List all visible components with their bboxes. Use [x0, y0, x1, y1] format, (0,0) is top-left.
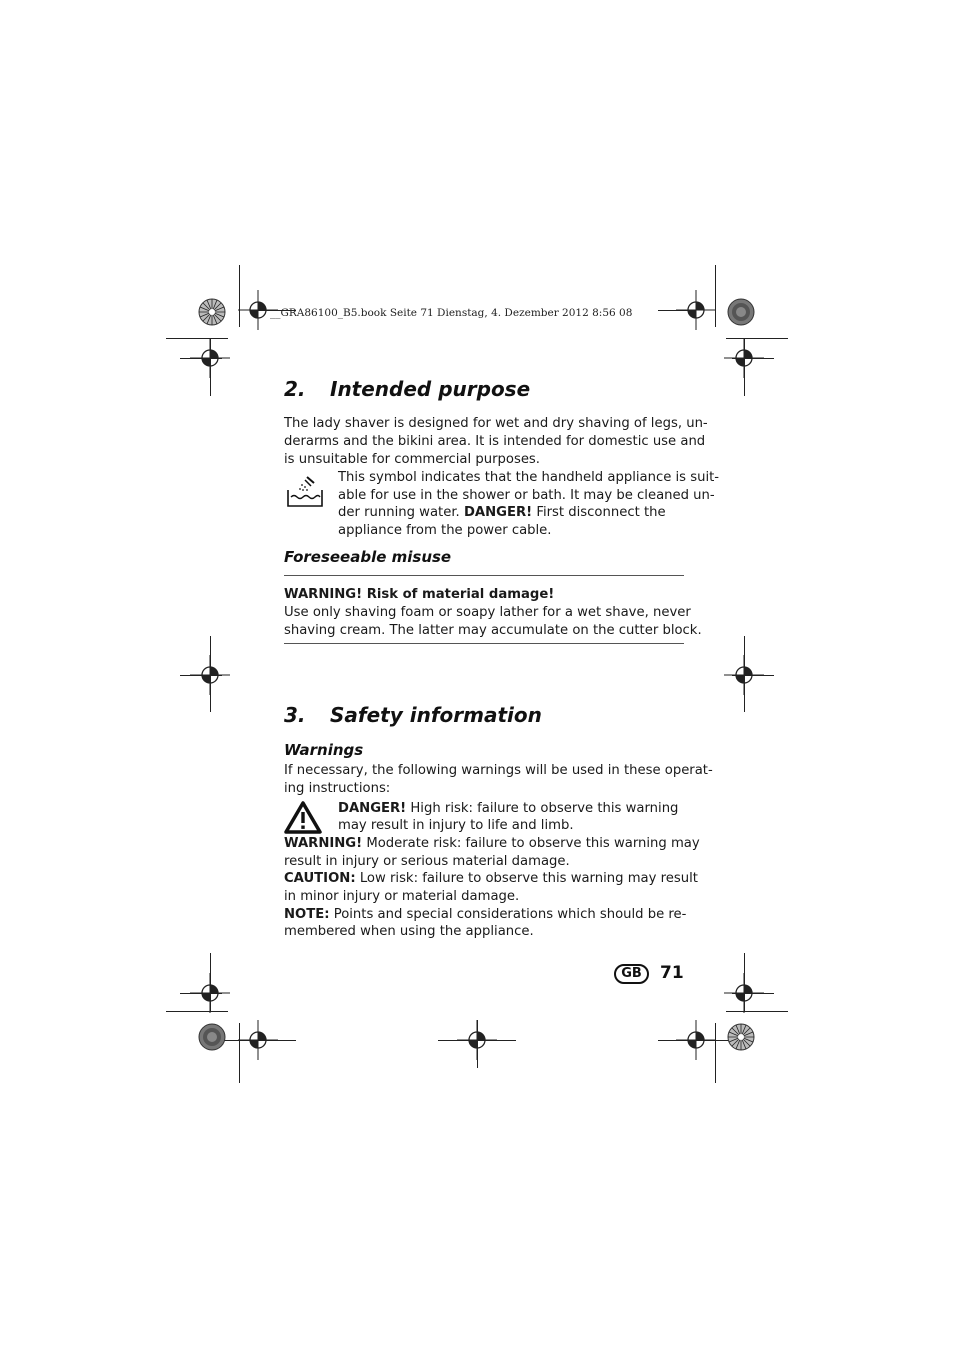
text-run: der running water. — [338, 505, 464, 520]
text-run: Low risk: failure to observe this warning may result — [355, 871, 698, 886]
paragraph-line: The lady shaver is designed for wet and dry shaving of legs, un- — [284, 416, 708, 431]
symbol-text-line: appliance from the power cable. — [338, 523, 552, 538]
section-2-heading — [284, 377, 530, 401]
caution-label: CAUTION: — [284, 871, 356, 886]
danger-line: may result in injury to life and limb. — [338, 818, 574, 833]
crop-mark — [210, 953, 211, 1011]
paragraph-line: is unsuitable for commercial purposes. — [284, 452, 540, 467]
crop-mark — [744, 953, 745, 1011]
crop-mark — [658, 1040, 736, 1041]
crop-mark — [732, 675, 774, 676]
text-run: First disconnect the — [532, 505, 666, 520]
note-label: NOTE: — [284, 907, 330, 922]
crop-mark — [180, 358, 222, 359]
section-title: Intended purpose — [330, 377, 531, 401]
color-wheel-icon — [727, 298, 755, 326]
divider — [284, 575, 684, 576]
symbol-text-line — [338, 504, 666, 522]
crop-mark — [477, 1020, 478, 1068]
foreseeable-misuse-heading: Foreseeable misuse — [284, 548, 452, 566]
country-badge: GB — [614, 964, 649, 984]
warning-line: Use only shaving foam or soapy lather for a wet shave, never — [284, 605, 691, 620]
paragraph-line: ing instructions: — [284, 781, 391, 796]
crop-mark — [210, 636, 211, 712]
section-number: 2. — [284, 377, 306, 401]
warning-line: result in injury or serious material damage. — [284, 854, 570, 869]
crop-mark — [732, 358, 774, 359]
danger-line — [338, 800, 678, 818]
section-number: 3. — [284, 703, 306, 727]
danger-label: DANGER! — [338, 801, 407, 816]
warnings-heading: Warnings — [284, 741, 364, 759]
section-3-heading — [284, 703, 542, 727]
warning-triangle-icon — [283, 800, 323, 835]
symbol-text-line: This symbol indicates that the handheld appliance is suit- — [338, 470, 720, 485]
color-wheel-icon — [198, 1023, 226, 1051]
paragraph-line: If necessary, the following warnings will be used in these operat- — [284, 763, 713, 778]
text-run: Points and special considerations which should be re- — [329, 907, 687, 922]
crop-mark — [180, 993, 222, 994]
caution-line — [284, 870, 698, 888]
crop-mark — [210, 338, 211, 396]
crop-mark — [744, 338, 745, 396]
crop-mark — [658, 310, 696, 311]
warning-label: WARNING! — [284, 836, 363, 851]
crop-mark — [180, 675, 222, 676]
print-header-slug: __GRA86100_B5.book Seite 71 Dienstag, 4. Dezember 2012 8:56 08 — [270, 307, 633, 319]
color-wheel-icon — [727, 1023, 755, 1051]
text-run: Moderate risk: failure to observe this warning may — [362, 836, 700, 851]
note-line — [284, 906, 686, 924]
shower-bath-icon — [285, 474, 325, 508]
crop-mark — [218, 1040, 296, 1041]
note-line: membered when using the appliance. — [284, 924, 534, 939]
symbol-text-line: able for use in the shower or bath. It may be cleaned un- — [338, 488, 715, 503]
text-run: High risk: failure to observe this warning — [406, 801, 679, 816]
crop-mark — [732, 993, 774, 994]
divider — [284, 643, 684, 644]
section-title: Safety information — [330, 703, 542, 727]
warning-line: shaving cream. The latter may accumulate on the cutter block. — [284, 623, 702, 638]
warning-title — [284, 586, 554, 604]
warning-line — [284, 835, 700, 853]
crop-mark — [744, 636, 745, 712]
danger-label: DANGER! — [463, 505, 533, 520]
page-number: 71 — [660, 963, 684, 983]
paragraph-line: derarms and the bikini area. It is intended for domestic use and — [284, 434, 706, 449]
color-wheel-icon — [198, 298, 226, 326]
caution-line: in minor injury or material damage. — [284, 889, 520, 904]
warning-title-text: WARNING! Risk of material damage! — [284, 587, 555, 602]
